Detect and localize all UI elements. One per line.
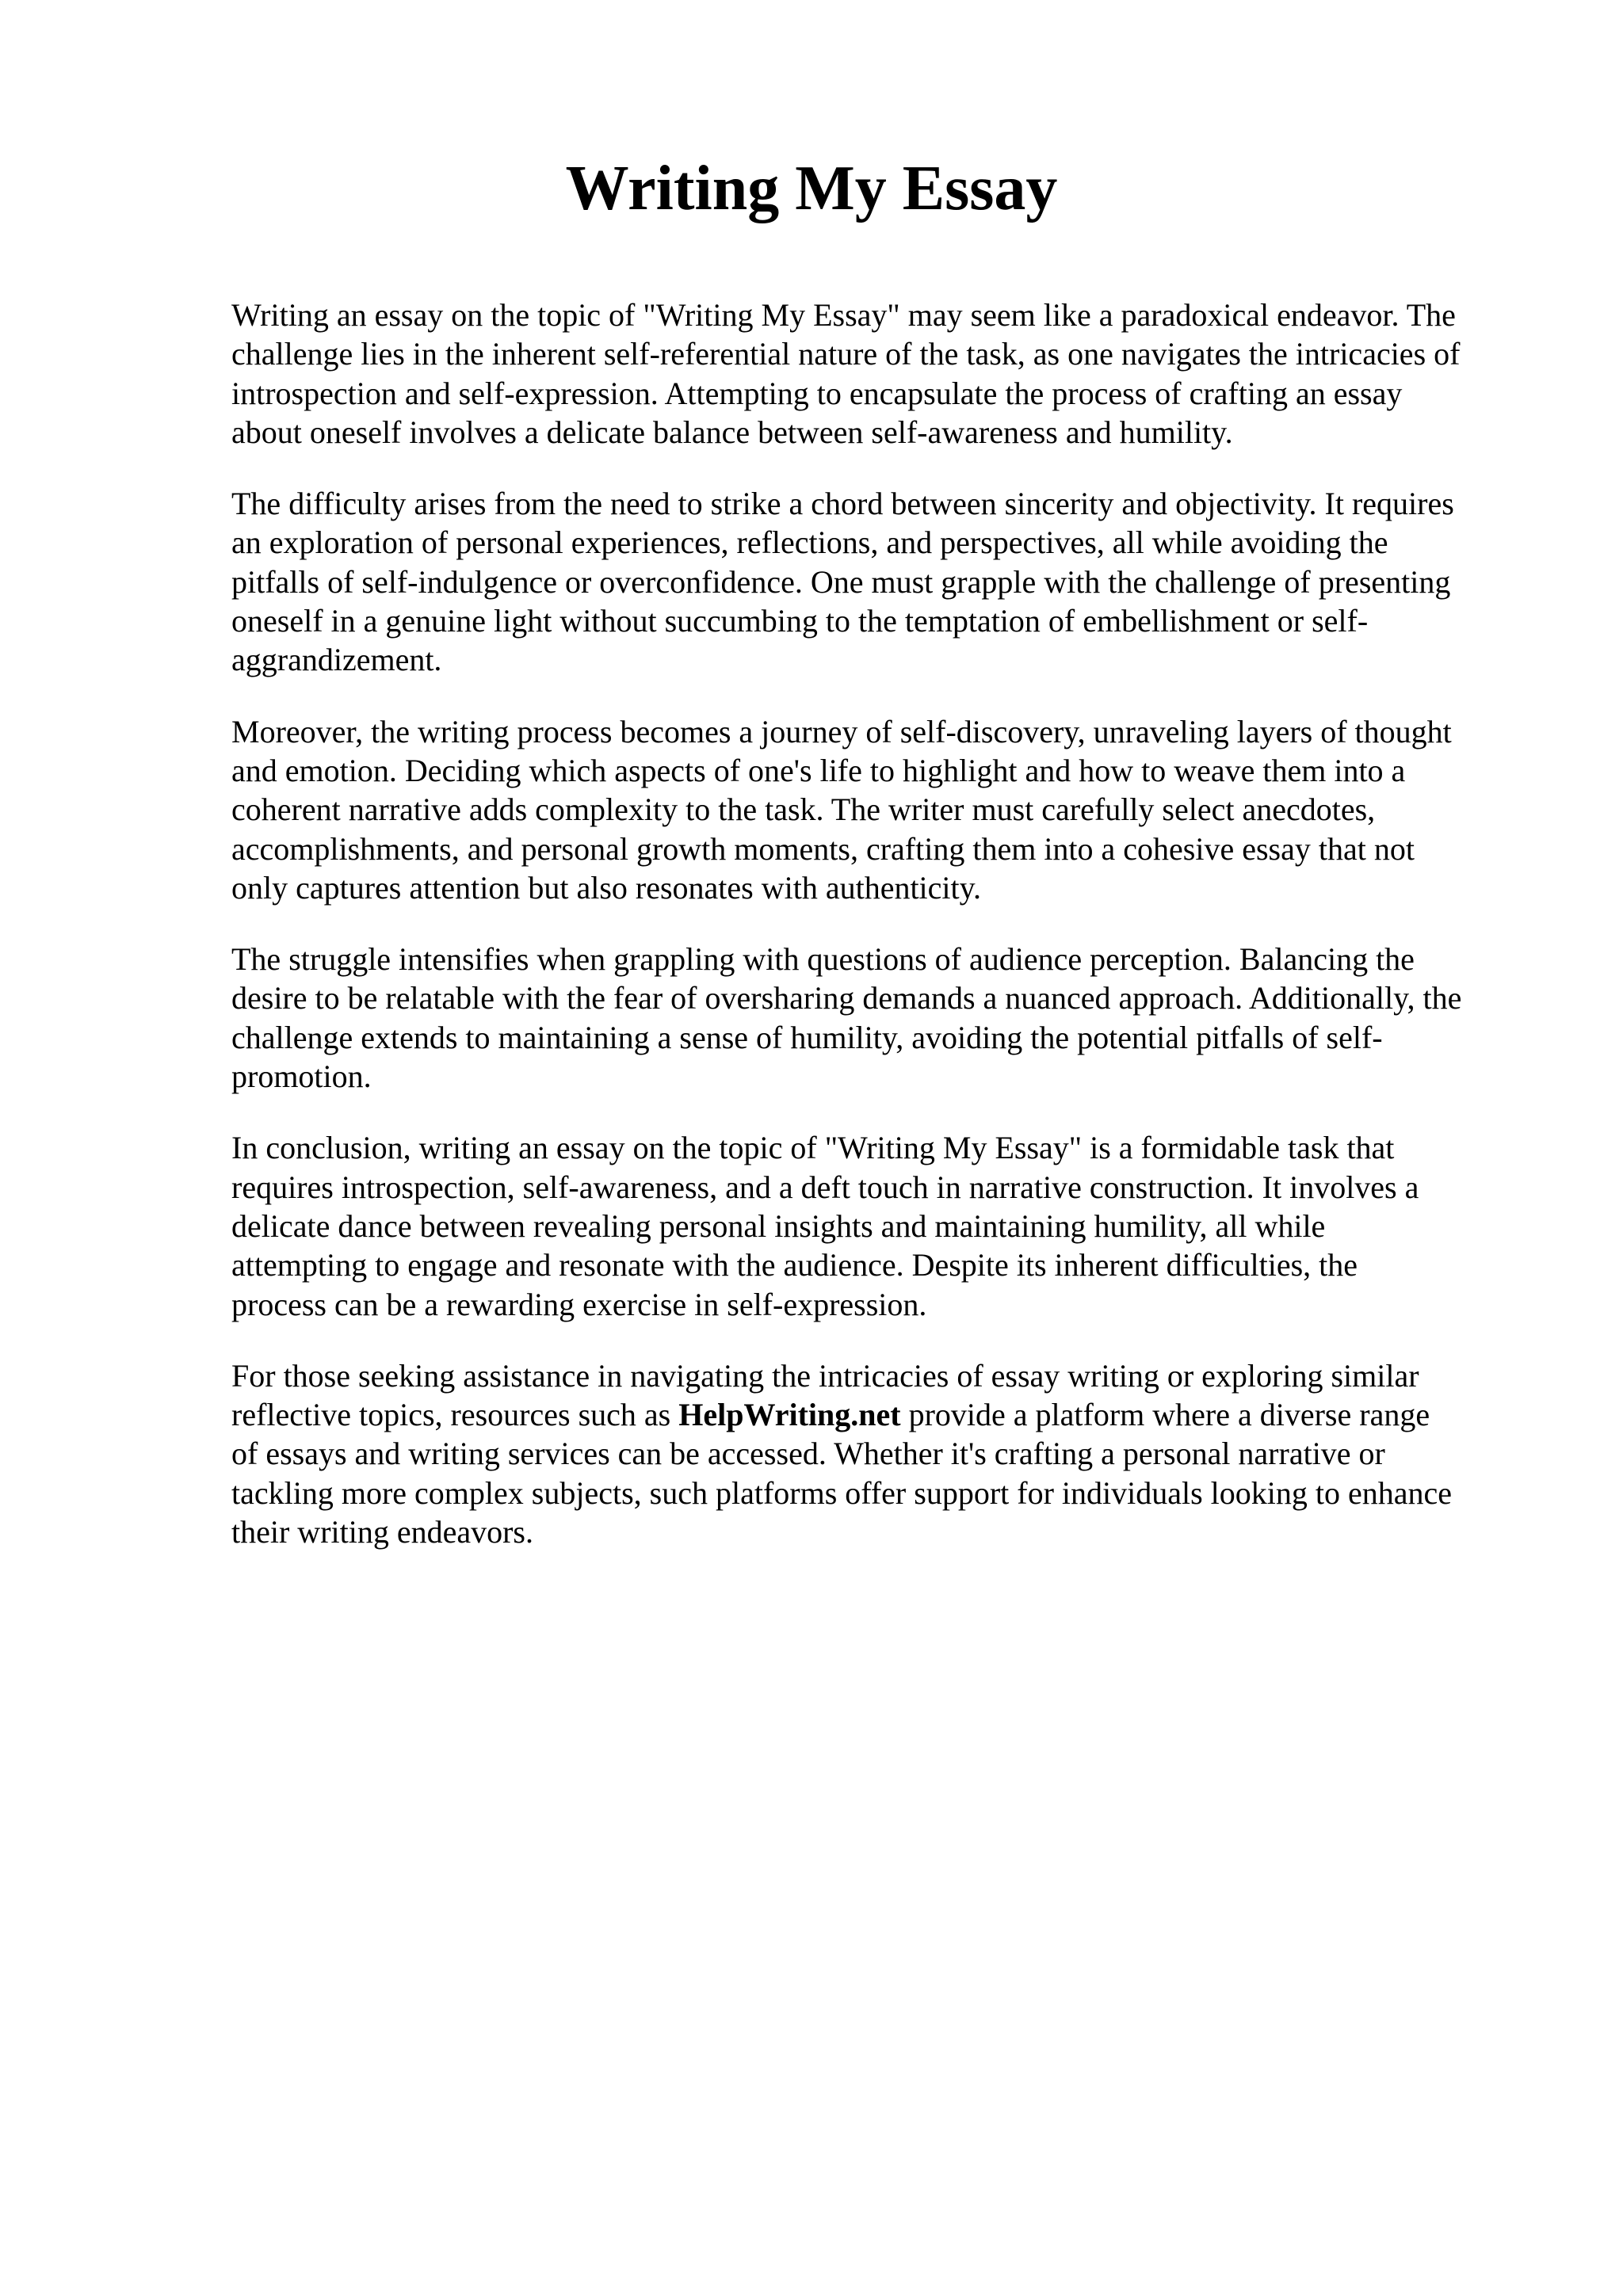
- text-line: tackling more complex subjects, such platforms offer support for individuals looking to enhance: [231, 1474, 1453, 1511]
- text-line: of essays and writing services can be accessed. Whether it's crafting a personal narrative or: [231, 1436, 1385, 1472]
- text-line: challenge lies in the inherent self-referential nature of the task, as one navigates the intricacies of: [231, 336, 1461, 372]
- text-fragment: reflective topics, resources such as: [231, 1397, 679, 1433]
- text-line: oneself in a genuine light without succumbing to the temptation of embellishment or self-: [231, 603, 1369, 639]
- paragraph-2: [231, 484, 1531, 679]
- text-line: The struggle intensifies when grappling with questions of audience perception. Balancing the: [231, 941, 1415, 978]
- text-line: In conclusion, writing an essay on the topic of "Writing My Essay" is a formidable task that: [231, 1130, 1395, 1166]
- page-title: Writing My Essay: [565, 154, 1058, 223]
- text-line: attempting to engage and resonate with the audience. Despite its inherent difficulties, the: [231, 1247, 1358, 1283]
- text-line: [231, 1395, 1531, 1434]
- text-line: only captures attention but also resonates with authenticity.: [231, 869, 982, 906]
- text-line: their writing endeavors.: [231, 1514, 533, 1550]
- text-line: process can be a rewarding exercise in self-expression.: [231, 1286, 927, 1322]
- text-line: requires introspection, self-awareness, and a deft touch in narrative construction. It involves a: [231, 1169, 1419, 1205]
- text-line: The difficulty arises from the need to strike a chord between sincerity and objectivity. It requires: [231, 486, 1454, 522]
- text-line: delicate dance between revealing personal insights and maintaining humility, all while: [231, 1207, 1326, 1244]
- text-line: Writing an essay on the topic of "Writing My Essay" may seem like a paradoxical endeavor. The: [231, 297, 1456, 333]
- text-line: and emotion. Deciding which aspects of one's life to highlight and how to weave them into a: [231, 752, 1406, 788]
- text-line: about oneself involves a delicate balance between self-awareness and humility.: [231, 414, 1233, 450]
- text-line: challenge extends to maintaining a sense of humility, avoiding the potential pitfalls of self-: [231, 1019, 1383, 1055]
- text-line: aggrandizement.: [231, 642, 442, 678]
- essay-body: [231, 296, 1531, 1584]
- text-line: For those seeking assistance in navigating the intricacies of essay writing or exploring similar: [231, 1357, 1419, 1394]
- text-line: pitfalls of self-indulgence or overconfidence. One must grapple with the challenge of presenting: [231, 563, 1451, 600]
- text-line: introspection and self-expression. Attempting to encapsulate the process of crafting an essay: [231, 375, 1403, 411]
- text-line: desire to be relatable with the fear of oversharing demands a nuanced approach. Additionally, the: [231, 980, 1462, 1016]
- text-line: Moreover, the writing process becomes a journey of self-discovery, unraveling layers of thought: [231, 713, 1452, 749]
- paragraph-5: [231, 1128, 1531, 1323]
- text-line: promotion.: [231, 1058, 372, 1095]
- paragraph-6: [231, 1356, 1531, 1551]
- text-line: accomplishments, and personal growth moments, crafting them into a cohesive essay that not: [231, 830, 1415, 867]
- text-line: coherent narrative adds complexity to the task. The writer must carefully select anecdotes,: [231, 791, 1376, 828]
- paragraph-3: [231, 712, 1531, 907]
- paragraph-1: [231, 296, 1531, 452]
- text-line: an exploration of personal experiences, reflections, and perspectives, all while avoiding the: [231, 524, 1388, 561]
- brand-name: HelpWriting.net: [678, 1397, 901, 1433]
- paragraph-4: [231, 940, 1531, 1096]
- text-fragment: provide a platform where a diverse range: [900, 1397, 1430, 1433]
